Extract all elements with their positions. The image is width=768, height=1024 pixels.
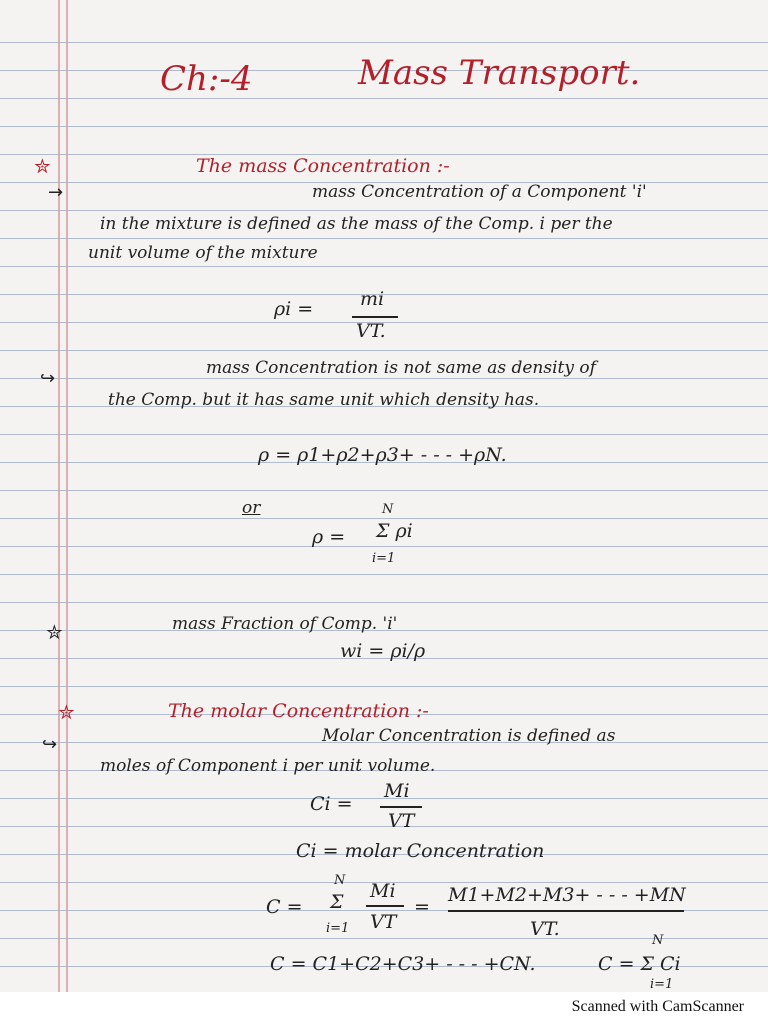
rho-i-denominator: VT.: [356, 320, 386, 342]
rho-lhs: ρ =: [312, 526, 346, 548]
molar-concentration-heading: The molar Concentration :-: [168, 700, 429, 722]
c-equals: =: [414, 896, 430, 918]
chapter-label: Ch:-4: [160, 59, 253, 99]
note-line-1: mass Concentration is not same as density of: [206, 358, 596, 378]
c-sum2: C = Σ Ci: [598, 953, 681, 975]
fraction-bar: [448, 910, 684, 912]
ci-denominator: VT: [388, 810, 415, 832]
arrow-icon: ↪: [40, 368, 56, 389]
c-lhs: C =: [266, 896, 303, 918]
c-big-numerator: M1+M2+M3+ - - - +MN: [448, 884, 686, 906]
c-big-denominator: VT.: [530, 918, 560, 940]
mass-fraction-label: mass Fraction of Comp. 'i': [172, 614, 398, 634]
mass-concentration-heading: The mass Concentration :-: [196, 155, 450, 177]
definition-line-1: mass Concentration of a Component 'i': [312, 182, 647, 202]
molar-definition-line-2: moles of Component i per unit volume.: [100, 756, 436, 776]
margin-line-right: [66, 0, 68, 1000]
rho-i-lhs: ρi =: [274, 298, 314, 320]
ci-description: Ci = molar Concentration: [296, 840, 545, 862]
or-label: or: [242, 498, 261, 518]
sum-lower-limit: i=1: [372, 551, 396, 566]
star-icon: ✮: [46, 620, 63, 644]
c-sum-line: C = C1+C2+C3+ - - - +CN.: [270, 953, 536, 975]
c-sigma: Σ: [330, 891, 344, 913]
c-frac-numerator: Mi: [370, 880, 396, 902]
note-line-2: the Comp. but it has same unit which density has.: [108, 390, 540, 410]
rho-sum-equation: ρ = ρ1+ρ2+ρ3+ - - - +ρN.: [258, 444, 507, 466]
chapter-title: Mass Transport.: [358, 53, 641, 93]
ci-numerator: Mi: [384, 780, 410, 802]
c-frac-denominator: VT: [370, 911, 397, 933]
sum-upper-limit: N: [382, 502, 394, 517]
fraction-bar: [352, 316, 398, 318]
ci-lhs: Ci =: [310, 793, 353, 815]
molar-definition-line-1: Molar Concentration is defined as: [322, 726, 616, 746]
definition-line-3: unit volume of the mixture: [88, 243, 318, 263]
definition-line-2: in the mixture is defined as the mass of the Comp. i per the: [100, 214, 613, 234]
fraction-bar: [380, 806, 422, 808]
sigma-rho-i: Σ ρi: [376, 520, 413, 542]
c-sum2-lower: i=1: [650, 977, 674, 992]
mass-fraction-equation: wi = ρi/ρ: [340, 640, 426, 662]
fraction-bar: [366, 905, 404, 907]
c-sum-lower: i=1: [326, 921, 350, 936]
star-icon: ✮: [58, 700, 75, 724]
star-icon: ✮: [34, 154, 51, 178]
margin-line-left: [58, 0, 60, 1000]
c-sum2-upper: N: [652, 933, 664, 948]
scanner-watermark: Scanned with CamScanner: [571, 998, 744, 1015]
rho-i-numerator: mi: [360, 288, 385, 310]
arrow-icon: ↪: [42, 734, 58, 755]
arrow-icon: →: [48, 182, 64, 203]
c-sum-upper: N: [334, 873, 346, 888]
